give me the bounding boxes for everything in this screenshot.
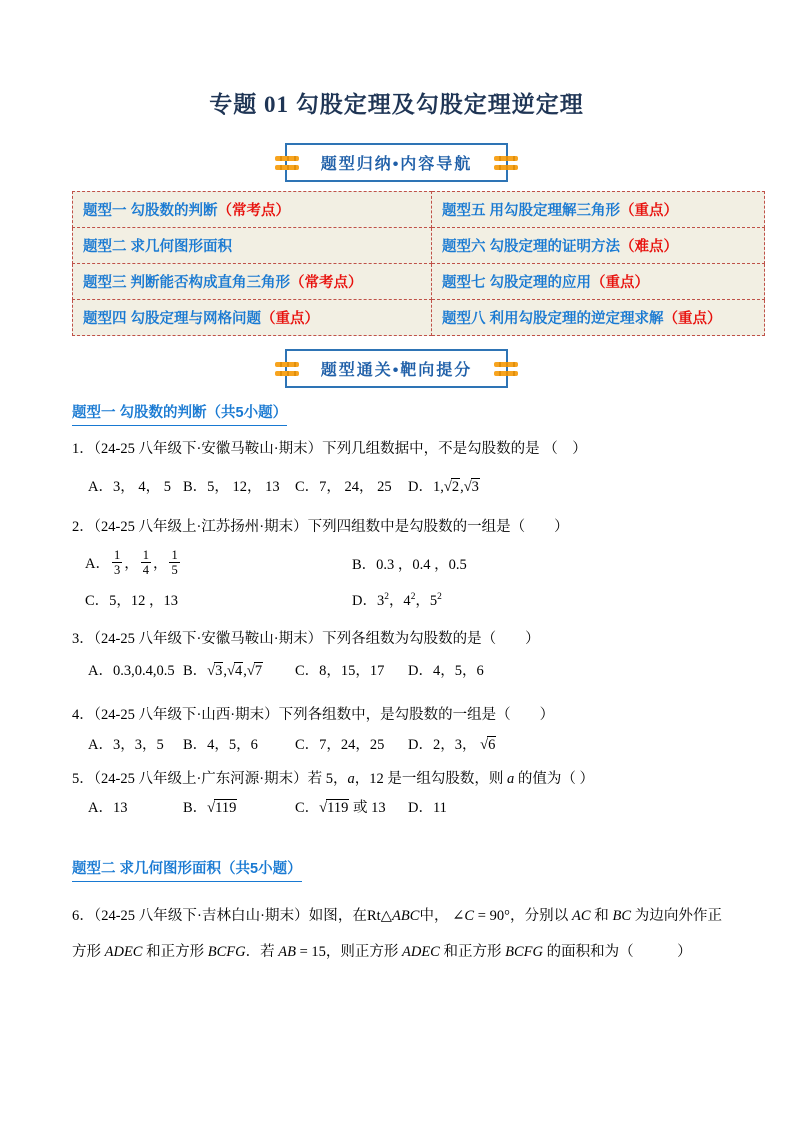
page-title: 专题 01 勾股定理及勾股定理逆定理: [209, 92, 584, 117]
toc-label: 题型八 利用勾股定理的逆定理求解: [442, 311, 664, 327]
equals-bars-icon: [275, 156, 299, 170]
toc-row: [73, 192, 765, 228]
questions-area: [0, 438, 793, 819]
toc-label: 题型四 勾股定理与网格问题: [83, 311, 262, 327]
option-c: C．8，15，17: [295, 662, 385, 679]
toc-row: [73, 228, 765, 264]
section-heading-1: 题型一 勾股数的判断（共5小题）: [72, 401, 287, 426]
option-b: B．0.3 ，0.4 ，0.5: [352, 556, 467, 573]
option-d: D．11: [408, 799, 447, 816]
banner-nav: [285, 143, 509, 182]
question-1-stem: 1．（24-25 八年级下·安徽马鞍山·期末）下列几组数据中，不是勾股数的是 （ ）: [72, 441, 587, 457]
question-5-options: [72, 797, 722, 819]
option-a: A． $\frac{1}{3}$ ， $\frac{1}{4}$ ， $\frac{1}{5}$: [85, 548, 178, 578]
toc-tag: （重点）: [261, 311, 320, 327]
option-a: A．3， 4， 5: [88, 479, 171, 495]
question-1-options: [72, 476, 722, 498]
toc-tag: （常考点）: [290, 275, 363, 291]
equals-bars-icon: [275, 362, 299, 376]
toc-label: 题型五 用勾股定理解三角形: [442, 203, 621, 219]
banner-practice-label: 题型通关•靶向提分: [320, 362, 473, 379]
toc-tag: （重点）: [620, 203, 679, 219]
option-c: C．5，12 ，13: [85, 592, 179, 609]
toc-cell: [432, 192, 765, 228]
toc-row: [73, 300, 765, 336]
option-a: A．0.3,0.4,0.5: [88, 662, 175, 679]
toc-tag: （重点）: [663, 311, 722, 327]
equals-bars-icon: [494, 156, 518, 170]
toc-cell: [432, 264, 765, 300]
toc-label: 题型三 判断能否构成直角三角形: [83, 275, 291, 291]
toc-cell: [432, 300, 765, 336]
question-4-stem: 4．（24-25 八年级下·山西·期末）下列各组数中，是勾股数的一组是（ ）: [72, 706, 555, 723]
toc-cell: [73, 192, 432, 228]
option-c: C．√119 或 13: [295, 799, 386, 816]
option-c: C．7， 24， 25: [295, 479, 392, 495]
option-d: D．4，5，6: [408, 662, 484, 679]
questions-area-2: [0, 898, 793, 970]
toc-cell: [73, 228, 432, 264]
equals-bars-icon: [494, 362, 518, 376]
toc-tag: （难点）: [620, 239, 679, 255]
toc-cell: [73, 300, 432, 336]
toc-label: 题型六 勾股定理的证明方法: [442, 239, 621, 255]
toc-tag: （重点）: [591, 275, 650, 291]
toc-cell: [73, 264, 432, 300]
option-d: D．$3^2$，$4^2$，$5^2$: [352, 591, 442, 609]
question-5-stem: 5．（24-25 八年级上·广东河源·期末）若 5，a，12 是一组勾股数，则 a 的值为（ ）: [72, 770, 594, 787]
question-6-stem: 6．（24-25 八年级下·吉林白山·期末）如图，在Rt△ABC中， ∠C = 90°，分别以 AC 和 BC 为边向外作正方形 ADEC 和正方形 BCFG．若 AB = 15，则正方形 ADEC 和正方形 BCFG 的面积和为（ ）: [72, 907, 723, 960]
option-a: A．3，3，5: [88, 736, 164, 753]
question-3-stem: 3．（24-25 八年级下·安徽马鞍山·期末）下列各组数为勾股数的是（ ）: [72, 630, 540, 647]
option-d: D．2，3， √6: [408, 736, 496, 753]
option-c: C．7，24，25: [295, 736, 385, 753]
topic-toc-table: [72, 191, 765, 336]
option-b: B．√3,√4,√7: [183, 662, 263, 679]
option-b: B．4，5，6: [183, 736, 258, 753]
option-d: D．1,√2,√3: [408, 479, 479, 495]
option-b: B．5， 12， 13: [183, 479, 280, 495]
toc-row: [73, 264, 765, 300]
section-heading-2: 题型二 求几何图形面积（共5小题）: [72, 857, 302, 882]
question-2-stem: 2．（24-25 八年级上·江苏扬州·期末）下列四组数中是勾股数的一组是（ ）: [72, 519, 569, 535]
question-4-options: [72, 734, 722, 756]
toc-label: 题型七 勾股定理的应用: [442, 275, 592, 291]
question-3-options: [72, 660, 722, 682]
banner-practice: [285, 349, 509, 388]
toc-tag: （常考点）: [217, 203, 291, 219]
option-b: B．√119: [183, 799, 237, 816]
toc-cell: [432, 228, 765, 264]
question-2-options: [72, 550, 722, 612]
toc-label: 题型二 求几何图形面积: [83, 239, 233, 255]
banner-nav-label: 题型归纳•内容导航: [320, 156, 473, 173]
option-a: A．13: [88, 799, 128, 816]
toc-label: 题型一 勾股数的判断: [83, 203, 218, 219]
